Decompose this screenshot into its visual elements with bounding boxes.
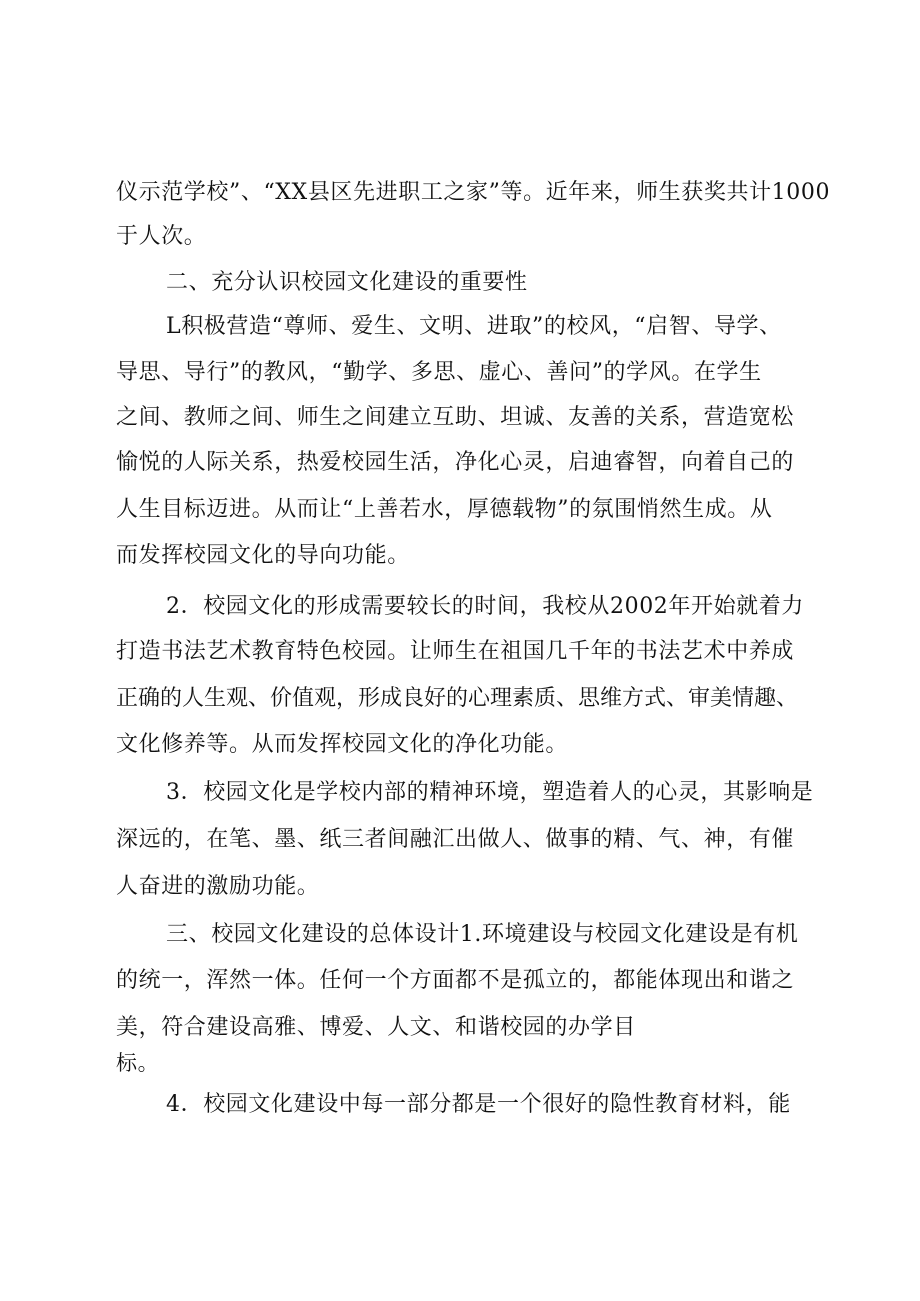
text-line: 仪示范学校”、“XX县区先进职工之家”等。近年来，师生获奖共计1000 xyxy=(116,180,831,205)
text-line: 4．校园文化建设中每一部分都是一个很好的隐性教育材料，能 xyxy=(166,1092,791,1117)
text-line: 标。 xyxy=(116,1051,160,1075)
text-line: 于人次。 xyxy=(116,224,207,249)
text-line: 之间、教师之间、师生之间建立互助、坦诚、友善的关系，营造宽松 xyxy=(116,405,795,430)
text-line: 2．校园文化的形成需要较长的时间，我校从2002年开始就着力 xyxy=(166,594,804,619)
text-line: 美，符合建设高雅、博爱、人文、和谐校园的办学目 xyxy=(116,1015,636,1040)
section-heading: 二、充分认识校园文化建设的重要性 xyxy=(166,270,528,295)
section-heading: 三、校园文化建设的总体设计1.环境建设与校园文化建设是有机 xyxy=(166,922,799,947)
text-line: 打造书法艺术教育特色校园。让师生在祖国几千年的书法艺术中养成 xyxy=(116,639,795,664)
text-line: 愉悦的人际关系，热爱校园生活，净化心灵，启迪睿智，向着自己的 xyxy=(116,450,795,475)
text-line: 人生目标迈进。从而让“上善若水，厚德载物”的氛围悄然生成。从 xyxy=(116,497,773,522)
text-line: 文化修养等。从而发挥校园文化的净化功能。 xyxy=(116,732,569,757)
text-line: L积极营造“尊师、爱生、文明、进取”的校风，“启智、导学、 xyxy=(166,314,782,339)
text-line: 3．校园文化是学校内部的精神环境，塑造着人的心灵，其影响是 xyxy=(166,780,814,805)
text-line: 正确的人生观、价值观，形成良好的心理素质、思维方式、审美情趣、 xyxy=(116,686,799,711)
text-line: 的统一，浑然一体。任何一个方面都不是孤立的，都能体现出和谐之 xyxy=(116,968,795,993)
text-line: 而发挥校园文化的导向功能。 xyxy=(116,543,410,568)
text-line: 深远的，在笔、墨、纸三者间融汇出做人、做事的精、气、神，有催 xyxy=(116,827,795,852)
text-line: 人奋进的激励功能。 xyxy=(116,874,320,899)
text-line: 导思、导行”的教风，“勤学、多思、虚心、善问”的学风。在学生 xyxy=(116,360,762,385)
